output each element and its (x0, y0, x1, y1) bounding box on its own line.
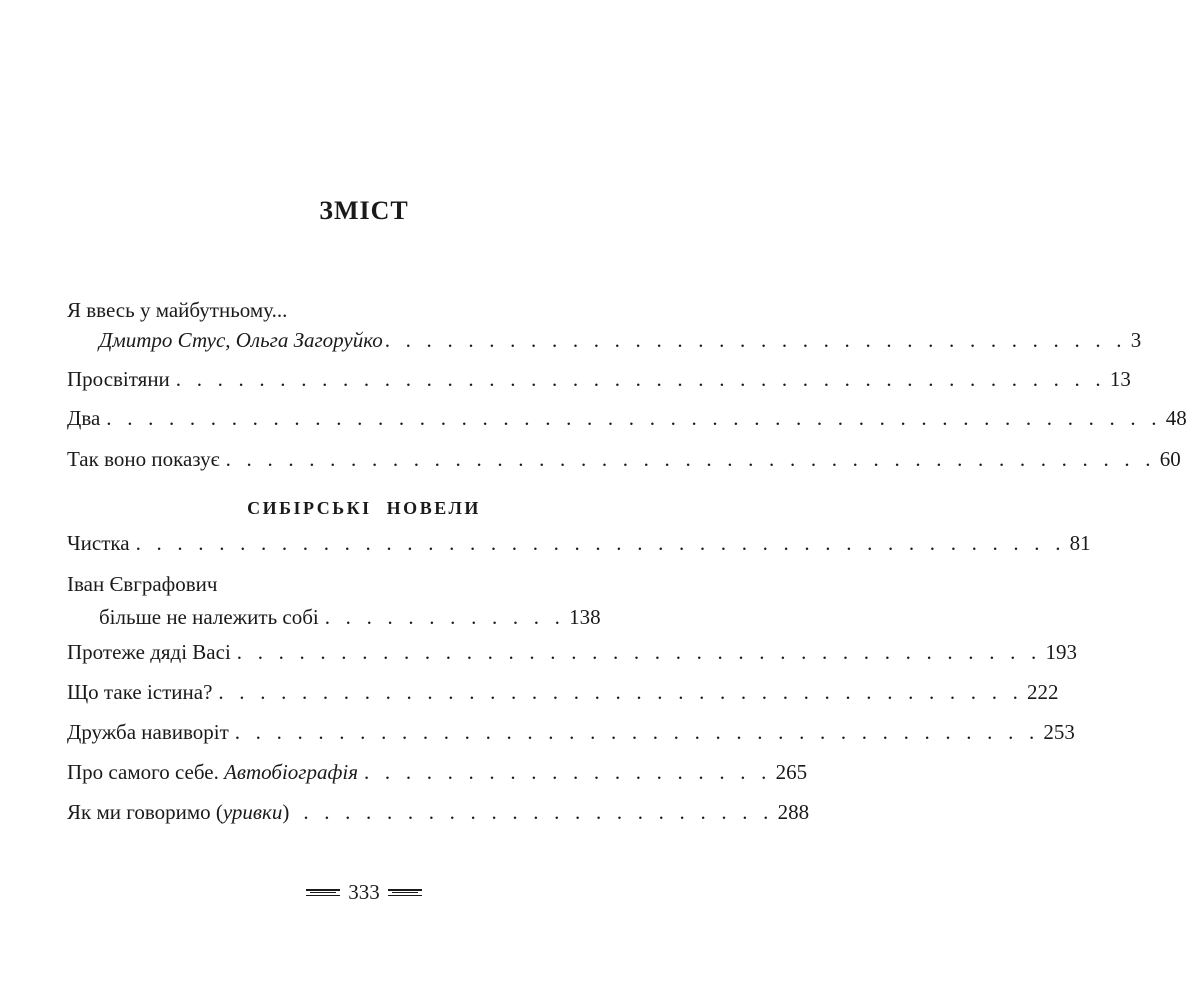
toc-entry-title: Два (67, 406, 101, 430)
toc-entry[interactable] (67, 571, 601, 630)
toc-entry-preface[interactable] (67, 297, 1142, 353)
leader-dots: . . . . . . . . . . . . . . . . . . . . . . . . . . . . . . . . . . . . (384, 328, 1127, 352)
page-title: ЗМІСТ (319, 196, 409, 225)
toc-entry-title: Як ми говоримо ( (67, 800, 223, 824)
leader-dots: . . . . . . . . . . . . . . . . . . . . . . . . . . . . . . . . . . . . . . . (236, 640, 1042, 664)
toc-entry[interactable] (67, 405, 1187, 431)
toc-page-number: 60 (1159, 447, 1181, 471)
leader-dots: . . . . . . . . . . . . . . . . . . . . . . . . . . . . . . . . . . . . . . . . . . . . . . . . . . . (106, 406, 1162, 430)
toc-entry-title-italic: Автобіографія (224, 760, 359, 784)
toc-entry[interactable] (67, 799, 810, 825)
toc-entry-title: Дружба навиворіт (67, 720, 229, 744)
toc-entry[interactable] (67, 639, 1077, 665)
toc-entry-title: Протеже дяді Васі (67, 640, 231, 664)
toc-page-number: 81 (1069, 531, 1091, 555)
toc-entry-title: Так воно показує (67, 447, 220, 471)
toc-page-number: 193 (1045, 640, 1077, 664)
toc-page-number: 288 (777, 800, 810, 824)
leader-dots: . . . . . . . . . . . . . . . . . . . . . . . (303, 800, 774, 824)
toc-entry-title: Чистка (67, 531, 130, 555)
leader-dots: . . . . . . . . . . . . . . . . . . . . . . . . . . . . . . . . . . . . . . . (218, 680, 1024, 704)
ornament-rule-left (306, 889, 340, 896)
toc-page-number: 13 (1109, 367, 1131, 391)
toc-entry[interactable] (67, 446, 1181, 472)
section-heading: СИБІРСЬКІ НОВЕЛИ (247, 498, 481, 518)
leader-dots: . . . . . . . . . . . . . . . . . . . . . . . . . . . . . . . . . . . . . . . . . . . . . (135, 531, 1066, 555)
toc-page-number: 265 (775, 760, 808, 784)
toc-entry-title: Про самого себе. (67, 760, 219, 784)
leader-dots: . . . . . . . . . . . . (324, 605, 566, 629)
toc-entry[interactable] (67, 719, 1075, 745)
toc-entry-title-italic: уривки (222, 800, 283, 824)
page-footer (0, 880, 728, 905)
toc-entry-title (67, 297, 594, 323)
toc-page-number: 222 (1027, 680, 1059, 704)
page-number: 333 (348, 880, 380, 904)
toc-page-number: 138 (569, 605, 601, 629)
toc-entry[interactable] (67, 530, 1091, 556)
toc-entry-title: Що таке істина? (67, 680, 213, 704)
leader-dots: . . . . . . . . . . . . . . . . . . . . (364, 760, 772, 784)
toc-entry[interactable] (67, 679, 1059, 705)
ornament-rule-right (388, 889, 422, 896)
leader-dots: . . . . . . . . . . . . . . . . . . . . . . . . . . . . . . . . . . . . . . . . . . . . . (175, 367, 1106, 391)
toc-entry[interactable] (67, 366, 1131, 392)
toc-entry[interactable] (67, 759, 808, 785)
leader-dots: . . . . . . . . . . . . . . . . . . . . . . . . . . . . . . . . . . . . . . . . . . . . . (225, 447, 1156, 471)
toc-page-number: 3 (1130, 328, 1142, 352)
toc-entry-title-after: ) (282, 800, 290, 824)
leader-dots: . . . . . . . . . . . . . . . . . . . . . . . . . . . . . . . . . . . . . . . (234, 720, 1040, 744)
toc-entry-title-continued: більше не належить собі (99, 605, 319, 629)
toc-page-number: 253 (1043, 720, 1075, 744)
toc-entry-title-text: Я ввесь у майбутньому... (67, 298, 288, 322)
toc-entry-authors: Дмитро Стус, Ольга Загоруйко (99, 328, 383, 352)
toc-entry-title: Іван Євграфович (67, 572, 218, 596)
toc-page-number: 48 (1165, 406, 1187, 430)
toc-entry-title: Просвітяни (67, 367, 170, 391)
